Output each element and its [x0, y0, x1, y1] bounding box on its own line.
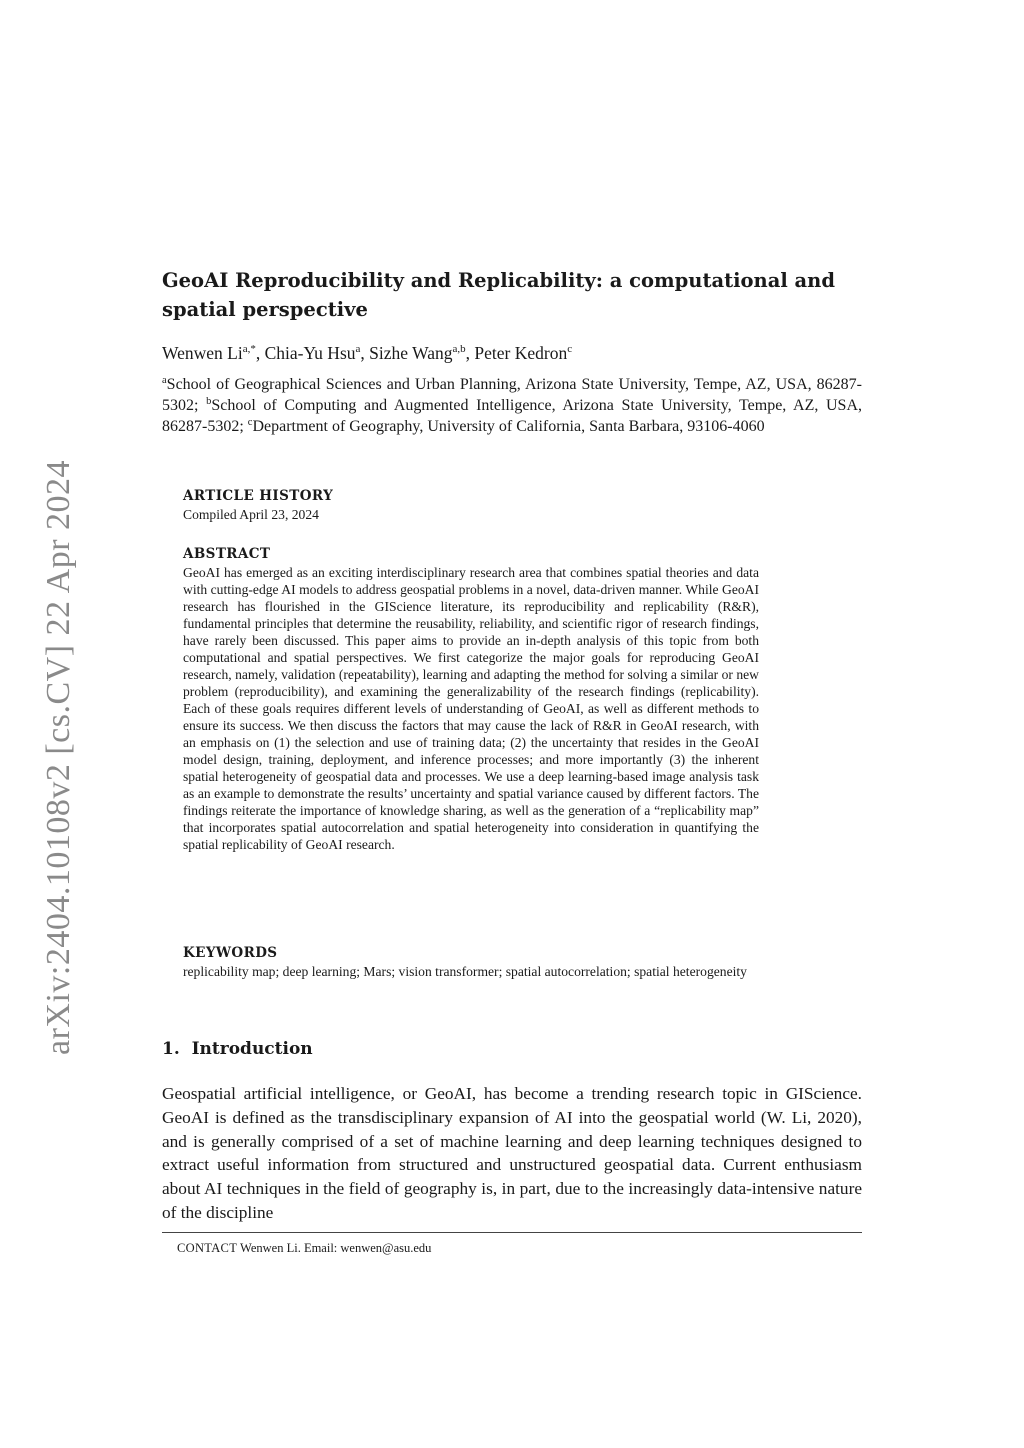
- footnote-divider: [162, 1232, 862, 1233]
- footnote-label: CONTACT: [177, 1241, 238, 1255]
- affiliation: Department of Geography, University of California, Santa Barbara, 93106-4060: [252, 418, 765, 435]
- abstract: [183, 546, 759, 853]
- section-number: 1.: [162, 1039, 180, 1059]
- author: Sizhe Wang$^{a,b}$: [369, 343, 466, 363]
- paper-title: GeoAI Reproducibility and Replicability: a computational and spatial perspective: [162, 269, 835, 321]
- arxiv-identifier: arXiv:2404.10108v2 [cs.CV] 22 Apr 2024: [40, 459, 77, 1055]
- keywords-text: replicability map; deep learning; Mars; vision transformer; spatial autocorrelation; spatial heterogeneity: [183, 964, 747, 979]
- abstract-heading: ABSTRACT: [183, 546, 271, 562]
- keywords: [183, 945, 759, 980]
- affiliation: School of Geographical Sciences and Urban Planning, Arizona State University, Tempe, AZ, USA, 86287-5302;: [162, 376, 862, 414]
- footnote-text: Wenwen Li. Email: wenwen@asu.edu: [240, 1241, 432, 1255]
- section-title: Introduction: [191, 1039, 313, 1059]
- author: Peter Kedron$^c$: [474, 343, 573, 363]
- keywords-heading: KEYWORDS: [183, 945, 278, 961]
- introduction-paragraph: Geospatial artificial intelligence, or GeoAI, has become a trending research topic in GIScience. GeoAI is defined as the transdisciplinary expansion of AI into the geospatial world (W. Li, 2020), and is generally comprised of a set of machine learning and deep learning techniques designed to extract useful information from structured and unstructured geospatial data. Current enthusiasm about AI techniques in the field of geography is, in part, due to the increasingly data-intensive nature of the discipline: [162, 1084, 862, 1222]
- affiliation: School of Computing and Augmented Intelligence, Arizona State University, Tempe, AZ, USA, 86287-5302;: [162, 397, 862, 435]
- compiled-date: Compiled April 23, 2024: [183, 507, 319, 522]
- contact-footnote: [177, 1241, 431, 1256]
- author-list: Wenwen $Li^{a,*}$, Chia-Yu Hsu$^a$, Sizhe Wang$^{a,b}$, Peter Kedron$^c$: [162, 343, 573, 363]
- abstract-text: GeoAI has emerged as an exciting interdisciplinary research area that combines spatial theories and data with cutting-edge AI models to address geospatial problems in a novel, data-driven manner. While GeoAI research has flourished in the GIScience literature, its reproducibility and replicability (R&R), fundamental principles that determine the reusability, reliability, and scientific rigor of research findings, have rarely been discussed. This paper aims to provide an in-depth analysis of this topic from both computational and spatial perspectives. We first categorize the major goals for reproducing GeoAI research, namely, validation (repeatability), learning and adapting the method for solving a similar or new problem (reproducibility), and examining the generalizability of the research findings (replicability). Each of these goals requires different levels of understanding of GeoAI, as well as different methods to ensure its success. We then discuss the factors that may cause the lack of R&R in GeoAI research, with an emphasis on (1) the selection and use of training data; (2) the uncertainty that resides in the GeoAI model design, training, deployment, and inference processes; and more importantly (3) the inherent spatial heterogeneity of geospatial data and processes. We use a deep learning-based image analysis task as an example to demonstrate the results’ uncertainty and spatial variance caused by different factors. The findings reiterate the importance of knowledge sharing, as well as the generation of a “replicability map” that incorporates spatial autocorrelation and spatial heterogeneity into consideration in quantifying the spatial replicability of GeoAI research.: [183, 565, 759, 852]
- article-history-heading: ARTICLE HISTORY: [183, 488, 334, 504]
- author: Wenwen $Li^{a,*}$: [162, 343, 256, 363]
- affiliations: $^a$School of Geographical Sciences and Urban Planning, Arizona State University, Tempe, AZ, USA, 86287-5302; $^b$School of Computing and Augmented Intelligence, Arizona State University, Tempe, AZ, USA, 86287-5302; $^c$Department of Geography, University of California, Santa Barbara, 93106-4060: [162, 375, 862, 435]
- author: Chia-Yu Hsu$^a$: [264, 343, 361, 363]
- article-history: [183, 488, 759, 523]
- section-heading: [162, 1039, 313, 1059]
